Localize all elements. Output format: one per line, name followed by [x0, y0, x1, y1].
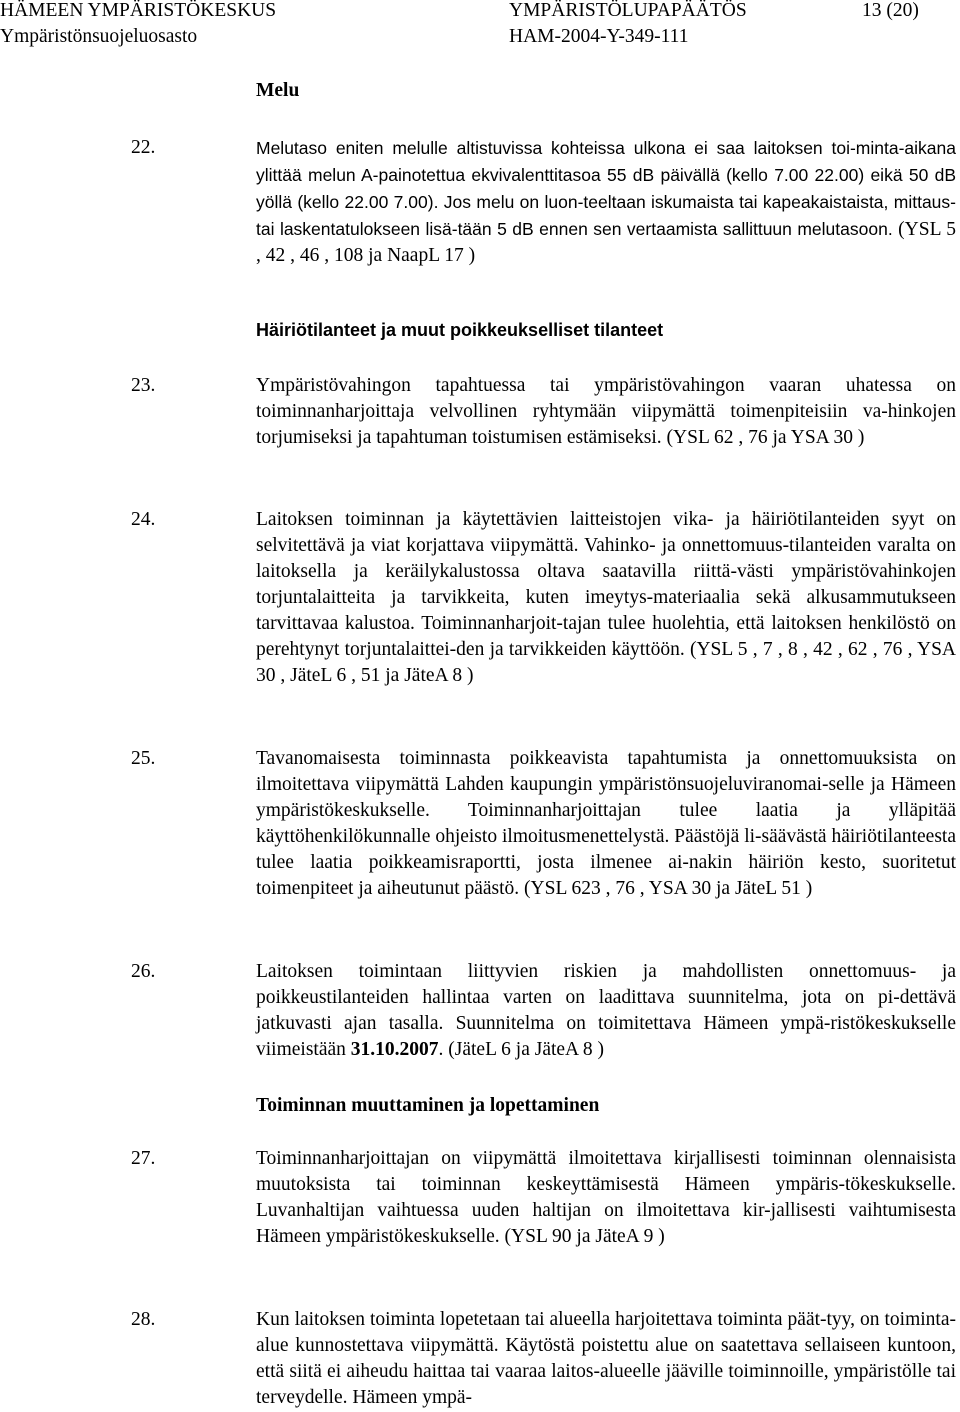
item-number: 25.: [131, 748, 156, 769]
item-text-part: Melutaso eniten melulle altistuvissa kohteissa ulkona ei saa laitoksen toi-minta-aikana ylittää melun A-painotettua ekvivalenttitasoa 55 dB päivällä (kello 7.00 22.00) eikä 50 dB yöllä (kello 22.00 7.00). Jos melu on luon-teeltaan iskumaista tai kapeakaistaista, mittaus- tai laskentatulokseen lisä-tään 5 dB ennen sen vertaamista sallittuun melutasoon.: [256, 138, 956, 239]
item-paragraph: Kun laitoksen toiminta lopetetaan tai alueella harjoitettava toiminta päät-tyy, on toiminta-alue kunnostettava viipymättä. Käytöstä poistettu alue on saatettava sellaiseen kuntoon, että siitä ei aiheudu haittaa tai vaaraa laitos-alueelle jääville toiminnoille, ympäristölle tai terveydelle. Hämeen ympä-: [256, 1309, 956, 1408]
header-document-type: YMPÄRISTÖLUPAPÄÄTÖS: [509, 0, 747, 21]
item-text-part: Laitoksen toimintaan liittyvien riskien ja mahdollisten onnettomuus- ja poikkeustilanteiden hallintaa varten on laadittava suunnitelma, jota on pi-dettävä jatkuvasti ajan tasalla. Suunnitelma on toimitettava Hämeen ympä-ristökeskukselle viimeistään: [256, 961, 956, 1060]
header-document-id: HAM-2004-Y-349-111: [509, 26, 689, 47]
item-number: 22.: [131, 137, 156, 158]
header-unit: Ympäristönsuojeluosasto: [0, 26, 198, 47]
item-number: 28.: [131, 1309, 156, 1330]
item-paragraph: Ympäristövahingon tapahtuessa tai ympäristövahingon vaaran uhatessa on toiminnanharjoittaja velvollinen ryhtymään viipymättä toimenpiteisiin va-hinkojen torjumiseksi ja tapahtuman toistumisen estämiseksi. (YSL 62 , 76 ja YSA 30 ): [256, 375, 956, 448]
section-heading-toiminnan-muuttaminen: Toiminnan muuttaminen ja lopettaminen: [256, 1095, 600, 1116]
item-paragraph: Laitoksen toiminnan ja käytettävien laitteistojen vika- ja häiriötilanteiden syyt on selvitettävä ja viat korjattava viipymättä. Vahinko- ja onnettomuus-tilanteiden varalta on laitoksella ja keräilykalustossa oltava saatavilla riittä-västi ympäristövahinkojen torjuntalaitteita ja tarvikkeita, kuten imeytys-materiaalia sekä alkusammutukseen tarvittavaa kalustoa. Toiminnanharjoit-tajan tulee huolehtia, että laitoksen henkilöstö on perehtynyt torjuntalaittei-den ja tarvikkeiden käyttöön. (YSL 5 , 7 , 8 , 42 , 62 , 76 , YSA 30 , JäteL 6 , 51 ja JäteA 8 ): [256, 509, 956, 686]
item-text: [256, 373, 956, 451]
item-number: 24.: [131, 509, 156, 530]
deadline-date: 31.10.2007: [350, 1039, 439, 1060]
item-text: [256, 507, 956, 689]
item-text: [256, 959, 956, 1063]
item-text: [256, 135, 956, 269]
item-text-part: . (JäteL 6 ja JäteA 8 ): [438, 1039, 605, 1060]
item-paragraph: Toiminnanharjoittajan on viipymättä ilmoitettava kirjallisesti toiminnan olennaisista muutoksista tai toiminnan keskeyttämisestä Hämeen ympäris-tökeskukselle. Luvanhaltijan vaihtuessa uuden haltijan on ilmoitettava kir-jallisesti vaihtumisesta Hämeen ympäristökeskukselle. (YSL 90 ja JäteA 9 ): [256, 1148, 956, 1247]
item-text: [256, 1307, 956, 1411]
item-number: 23.: [131, 375, 156, 396]
section-heading-hairiotilanteet: Häiriötilanteet ja muut poikkeukselliset tilanteet: [256, 320, 664, 340]
item-paragraph: Tavanomaisesta toiminnasta poikkeavista tapahtumista ja onnettomuuksista on ilmoitettava viipymättä Lahden kaupungin ympäristönsuojeluviranomai-selle ja Hämeen ympäristökeskukselle. Toiminnanharjoittajan tulee laatia ja ylläpitää käyttöhenkilökunnalle ohjeisto ilmoitusmenettelystä. Päästöjä li-säävästä häiriötilanteesta tulee laatia poikkeamisraportti, josta ilmenee ai-nakin häiriön kesto, suoritetut toimenpiteet ja aiheutunut päästö. (YSL 623 , 76 , YSA 30 ja JäteL 51 ): [256, 748, 956, 899]
item-text: [256, 746, 956, 902]
header-page-number: 13 (20): [862, 0, 919, 21]
section-heading-melu: Melu: [256, 80, 300, 101]
item-number: 27.: [131, 1148, 156, 1169]
item-text-part: (YSL 5 , 42 , 46 , 108 ja NaapL 17 ): [256, 219, 956, 266]
header-organization: HÄMEEN YMPÄRISTÖKESKUS: [0, 0, 277, 21]
item-text: [256, 1146, 956, 1250]
item-number: 26.: [131, 961, 156, 982]
